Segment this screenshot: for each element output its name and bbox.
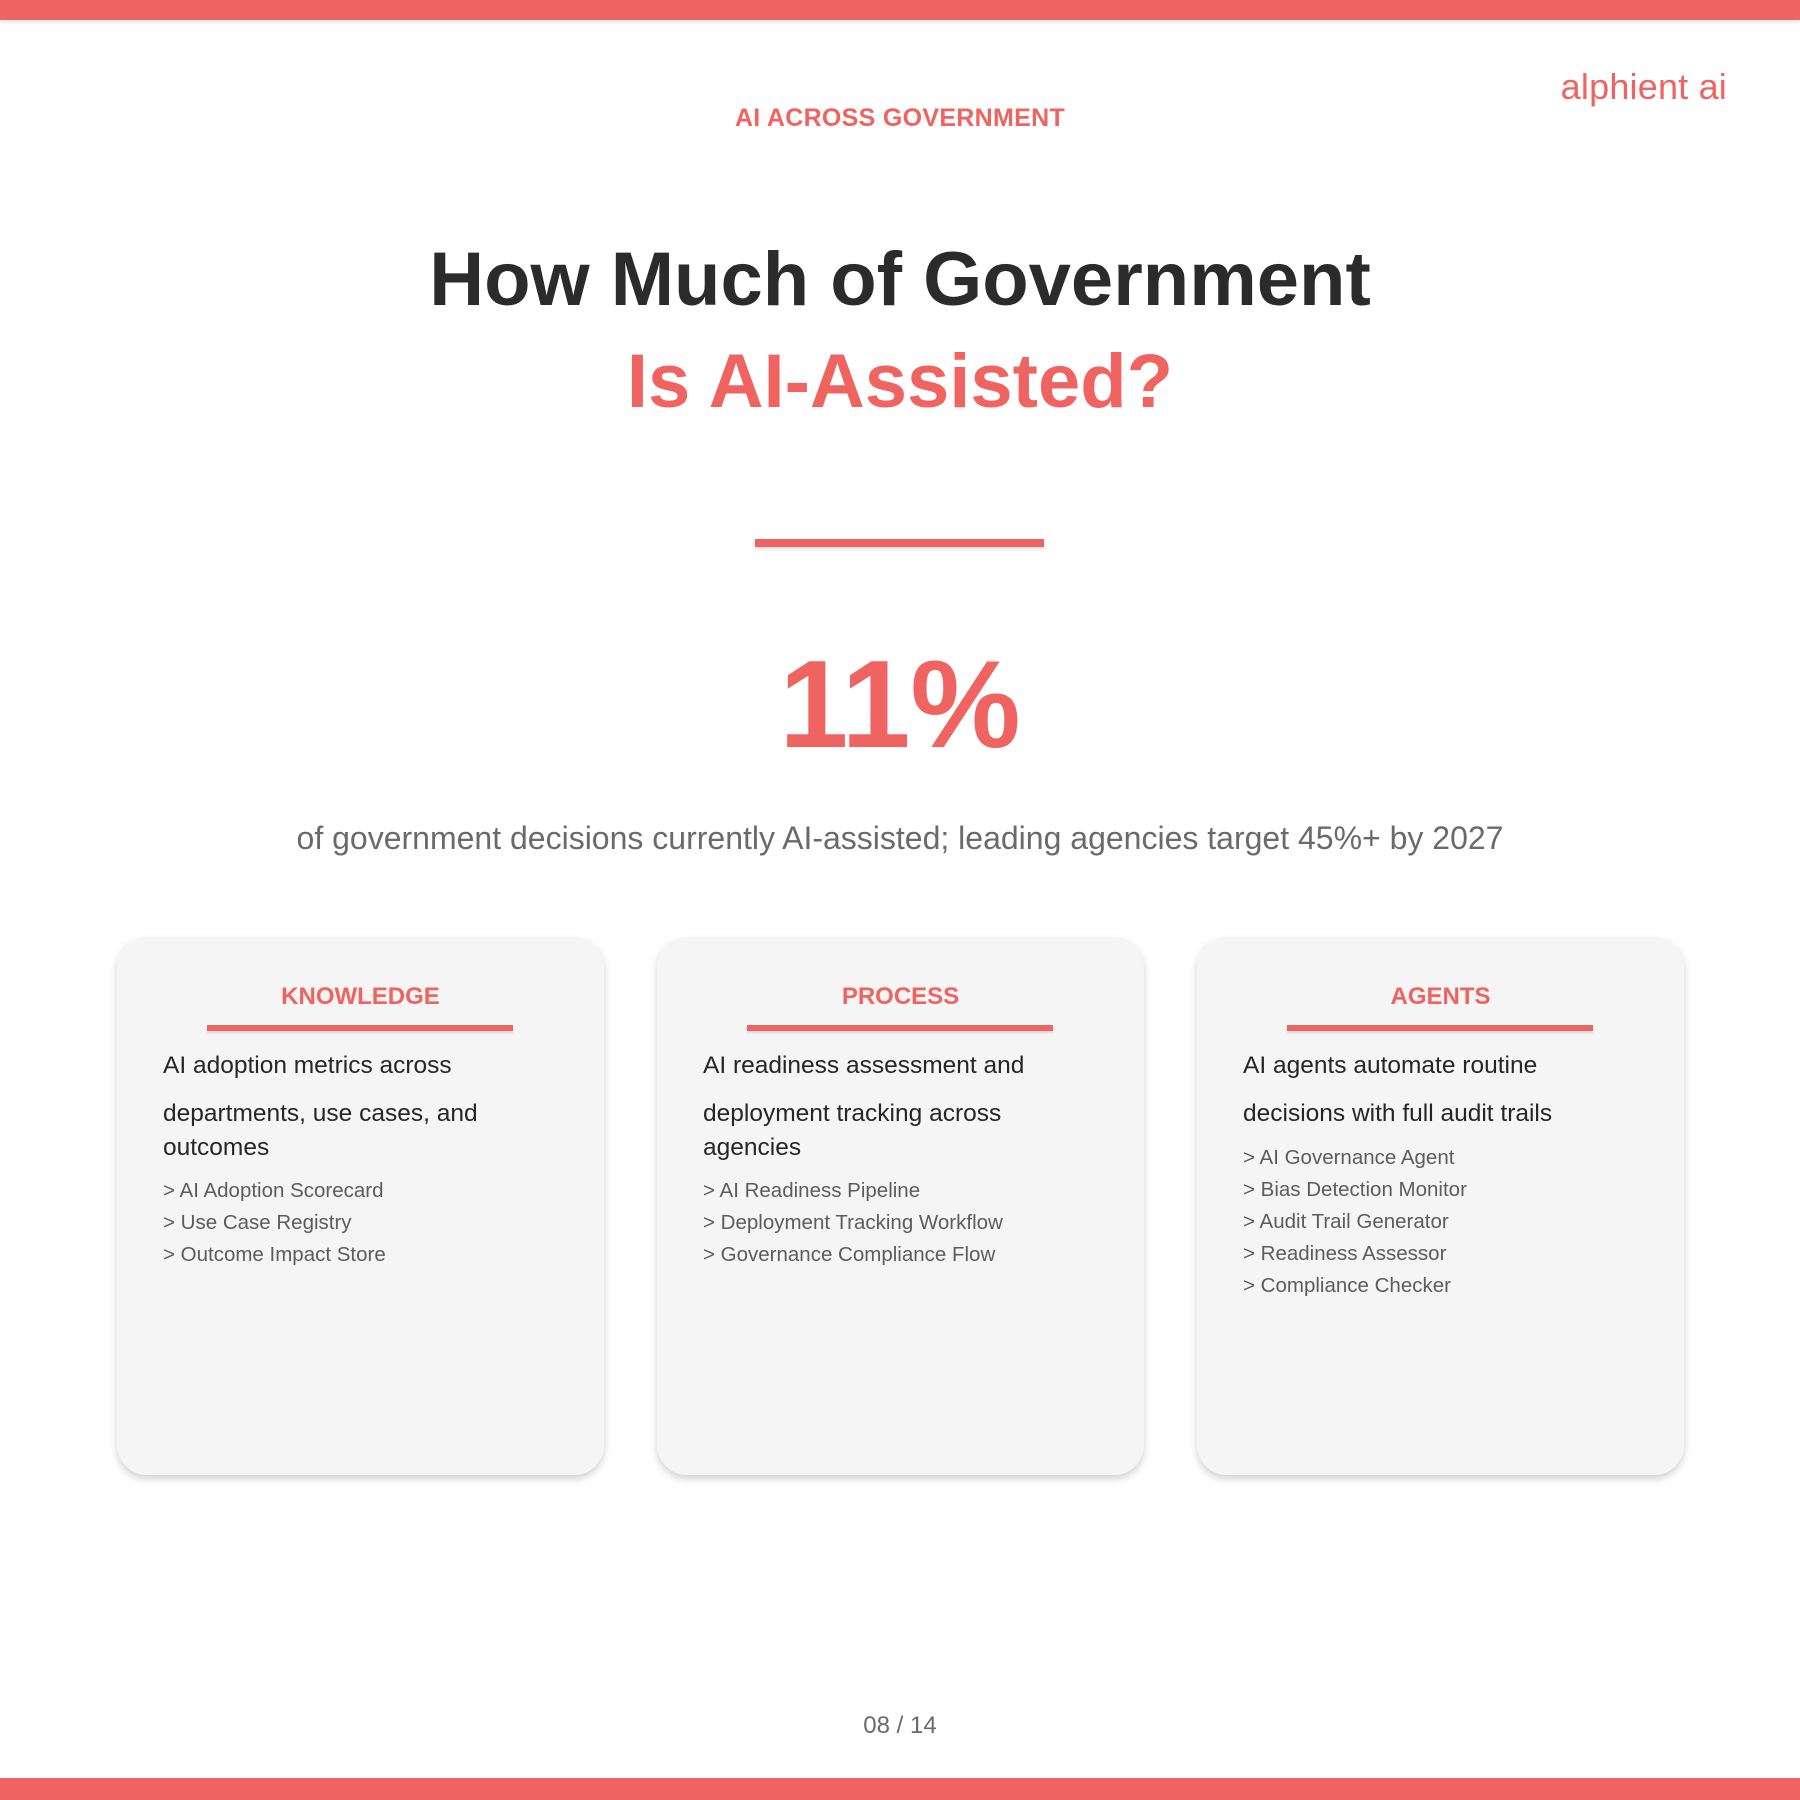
card-rule (207, 1025, 513, 1031)
list-item: > AI Governance Agent (1243, 1146, 1455, 1169)
card-description-line-1: AI agents automate routine (1243, 1052, 1538, 1079)
top-accent-bar (0, 0, 1800, 20)
stat-caption: of government decisions currently AI-assisted; leading agencies target 45%+ by 2027 (296, 820, 1504, 856)
list-item: > Governance Compliance Flow (703, 1243, 996, 1266)
card-description (703, 1049, 1103, 1165)
stat-value: 11% (779, 636, 1021, 774)
card-description-line-1: AI adoption metrics across (163, 1052, 452, 1079)
card-description-line-2: departments, use cases, and outcomes (163, 1100, 478, 1161)
card-knowledge (117, 937, 604, 1475)
list-item: > Use Case Registry (163, 1211, 352, 1234)
page-number: 08 / 14 (863, 1712, 937, 1739)
list-item: > AI Adoption Scorecard (163, 1179, 384, 1202)
section-eyebrow: AI ACROSS GOVERNMENT (734, 104, 1066, 132)
card-item-list (1243, 1142, 1663, 1302)
list-item: > Deployment Tracking Workflow (703, 1211, 1003, 1234)
card-description-line-2: deployment tracking across agencies (703, 1100, 1002, 1161)
card-rule (1287, 1025, 1593, 1031)
page-title-line-1: How Much of Government (429, 237, 1371, 322)
list-item: > Audit Trail Generator (1243, 1210, 1449, 1233)
title-divider (755, 539, 1044, 547)
card-rule (747, 1025, 1053, 1031)
list-item: > Readiness Assessor (1243, 1242, 1447, 1265)
card-description (1243, 1049, 1643, 1131)
card-description-line-1: AI readiness assessment and (703, 1052, 1025, 1079)
card-item-list (703, 1175, 1123, 1271)
card-description (163, 1049, 563, 1165)
brand-logo: alphient ai (1560, 66, 1727, 107)
bottom-accent-bar (0, 1778, 1800, 1800)
card-heading: PROCESS (841, 983, 960, 1010)
card-process (657, 937, 1144, 1475)
card-description-line-2: decisions with full audit trails (1243, 1100, 1553, 1127)
card-heading: AGENTS (1390, 983, 1491, 1010)
list-item: > Compliance Checker (1243, 1274, 1451, 1297)
page-title-line-2: Is AI-Assisted? (626, 339, 1174, 424)
card-item-list (163, 1175, 583, 1271)
list-item: > AI Readiness Pipeline (703, 1179, 921, 1202)
list-item: > Outcome Impact Store (163, 1243, 386, 1266)
card-agents (1197, 937, 1684, 1475)
list-item: > Bias Detection Monitor (1243, 1178, 1467, 1201)
card-heading: KNOWLEDGE (281, 983, 440, 1010)
